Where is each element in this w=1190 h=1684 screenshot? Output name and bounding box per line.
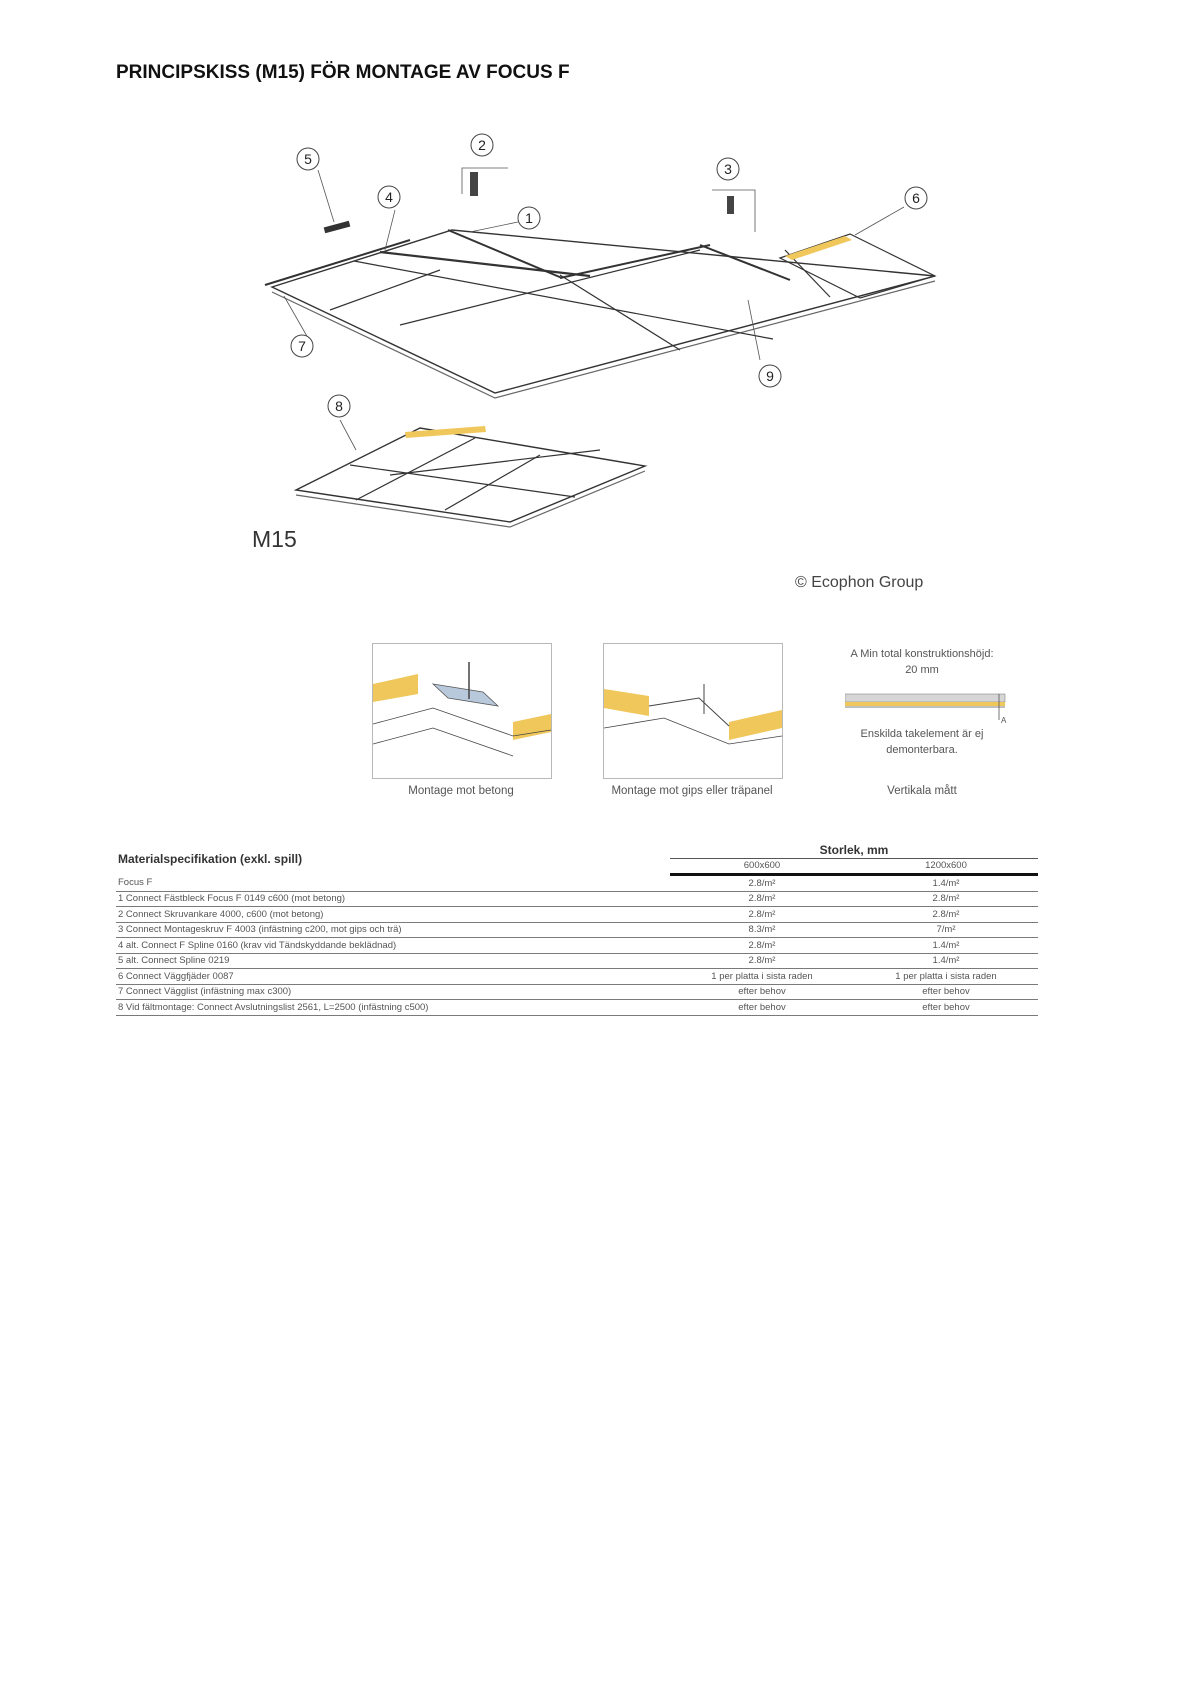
grid-line (390, 450, 600, 475)
row-value-600: 8.3/m² (670, 922, 854, 938)
field-ceiling-outline (296, 428, 645, 522)
row-value-1200: 1.4/m² (854, 938, 1038, 954)
row-label: 5 alt. Connect Spline 0219 (116, 953, 670, 969)
size-heading: Storlek, mm (670, 843, 1038, 858)
row-value-1200: 2.8/m² (854, 891, 1038, 907)
callout-1: 1 (525, 210, 533, 226)
row-value-600: efter behov (670, 984, 854, 1000)
page-title: PRINCIPSKISS (M15) FÖR MONTAGE AV FOCUS F (116, 62, 570, 83)
callout-2: 2 (478, 137, 486, 153)
size-col-600x600: 600x600 (670, 858, 854, 875)
row-value-1200: 7/m² (854, 922, 1038, 938)
row-value-1200: 1 per platta i sista raden (854, 969, 1038, 985)
screw-anchor-part (470, 172, 478, 196)
grid-line (400, 250, 700, 325)
callout-4: 4 (385, 189, 393, 205)
spline-rail (448, 230, 562, 278)
grid-line (560, 275, 680, 350)
row-label: 7 Connect Vägglist (infästning max c300) (116, 984, 670, 1000)
detail-gypsum-caption: Montage mot gips eller träpanel (611, 785, 773, 797)
row-value-600: 1 per platta i sista raden (670, 969, 854, 985)
row-label: 3 Connect Montageskruv F 4003 (infästning c200, mot gips och trä) (116, 922, 670, 938)
detail-gypsum-mounting (603, 643, 783, 779)
grid-line (356, 438, 475, 500)
wall-profile (265, 240, 410, 285)
row-label: 2 Connect Skruvankare 4000, c600 (mot betong) (116, 907, 670, 923)
panel-edge-highlight (785, 236, 852, 260)
last-row-panel (780, 234, 935, 298)
note-line-1: Enskilda takelement är ej (860, 728, 984, 740)
callout-5: 5 (304, 151, 312, 167)
spline-rail (700, 245, 790, 280)
row-value-1200: efter behov (854, 984, 1038, 1000)
table-row (116, 984, 1038, 1000)
spline-part (324, 221, 351, 234)
row-label: 6 Connect Väggfjäder 0087 (116, 969, 670, 985)
table-row (116, 907, 1038, 923)
table-row (116, 922, 1038, 938)
table-row (116, 875, 1038, 892)
spline-rail (380, 252, 590, 276)
size-col-1200x600: 1200x600 (854, 858, 1038, 875)
row-label: Focus F (116, 875, 670, 892)
note-line-2: demonterbara. (886, 744, 958, 756)
table-row (116, 969, 1038, 985)
detail-concrete-caption: Montage mot betong (408, 785, 514, 797)
row-value-600: 2.8/m² (670, 875, 854, 892)
row-value-1200: 1.4/m² (854, 953, 1038, 969)
mounting-screw-part (727, 196, 734, 214)
vertical-dimension-diagram (845, 690, 1010, 730)
row-value-600: 2.8/m² (670, 891, 854, 907)
min-height-label: A Min total konstruktionshöjd: (850, 648, 994, 660)
copyright-text: © Ecophon Group (795, 574, 924, 591)
row-value-600: efter behov (670, 1000, 854, 1016)
table-row (116, 1000, 1038, 1016)
callout-9: 9 (766, 368, 774, 384)
callout-3: 3 (724, 161, 732, 177)
spline-rail (560, 245, 710, 278)
vertical-caption: Vertikala mått (887, 785, 957, 797)
row-value-1200: 2.8/m² (854, 907, 1038, 923)
detail-concrete-mounting (372, 643, 552, 779)
dimension-letter: A (1001, 716, 1007, 725)
spec-heading: Materialspecifikation (exkl. spill) (118, 851, 303, 866)
grid-line (350, 465, 575, 497)
callout-7: 7 (298, 338, 306, 354)
min-height-value: 20 mm (905, 664, 939, 676)
row-value-600: 2.8/m² (670, 938, 854, 954)
panel-edge-highlight (405, 426, 486, 438)
row-label: 8 Vid fältmontage: Connect Avslutningslist 2561, L=2500 (infästning c500) (116, 1000, 670, 1016)
callout-8: 8 (335, 398, 343, 414)
table-row (116, 891, 1038, 907)
callout-6: 6 (912, 190, 920, 206)
system-label: M15 (252, 526, 297, 552)
row-label: 1 Connect Fästbleck Focus F 0149 c600 (mot betong) (116, 891, 670, 907)
row-value-1200: efter behov (854, 1000, 1038, 1016)
isometric-ceiling-diagram (0, 0, 1190, 540)
grid-line (330, 270, 440, 310)
material-spec-table (116, 843, 1038, 1016)
row-value-600: 2.8/m² (670, 953, 854, 969)
table-row (116, 938, 1038, 954)
row-value-1200: 1.4/m² (854, 875, 1038, 892)
row-value-600: 2.8/m² (670, 907, 854, 923)
row-label: 4 alt. Connect F Spline 0160 (krav vid Tändskyddande beklädnad) (116, 938, 670, 954)
table-row (116, 953, 1038, 969)
